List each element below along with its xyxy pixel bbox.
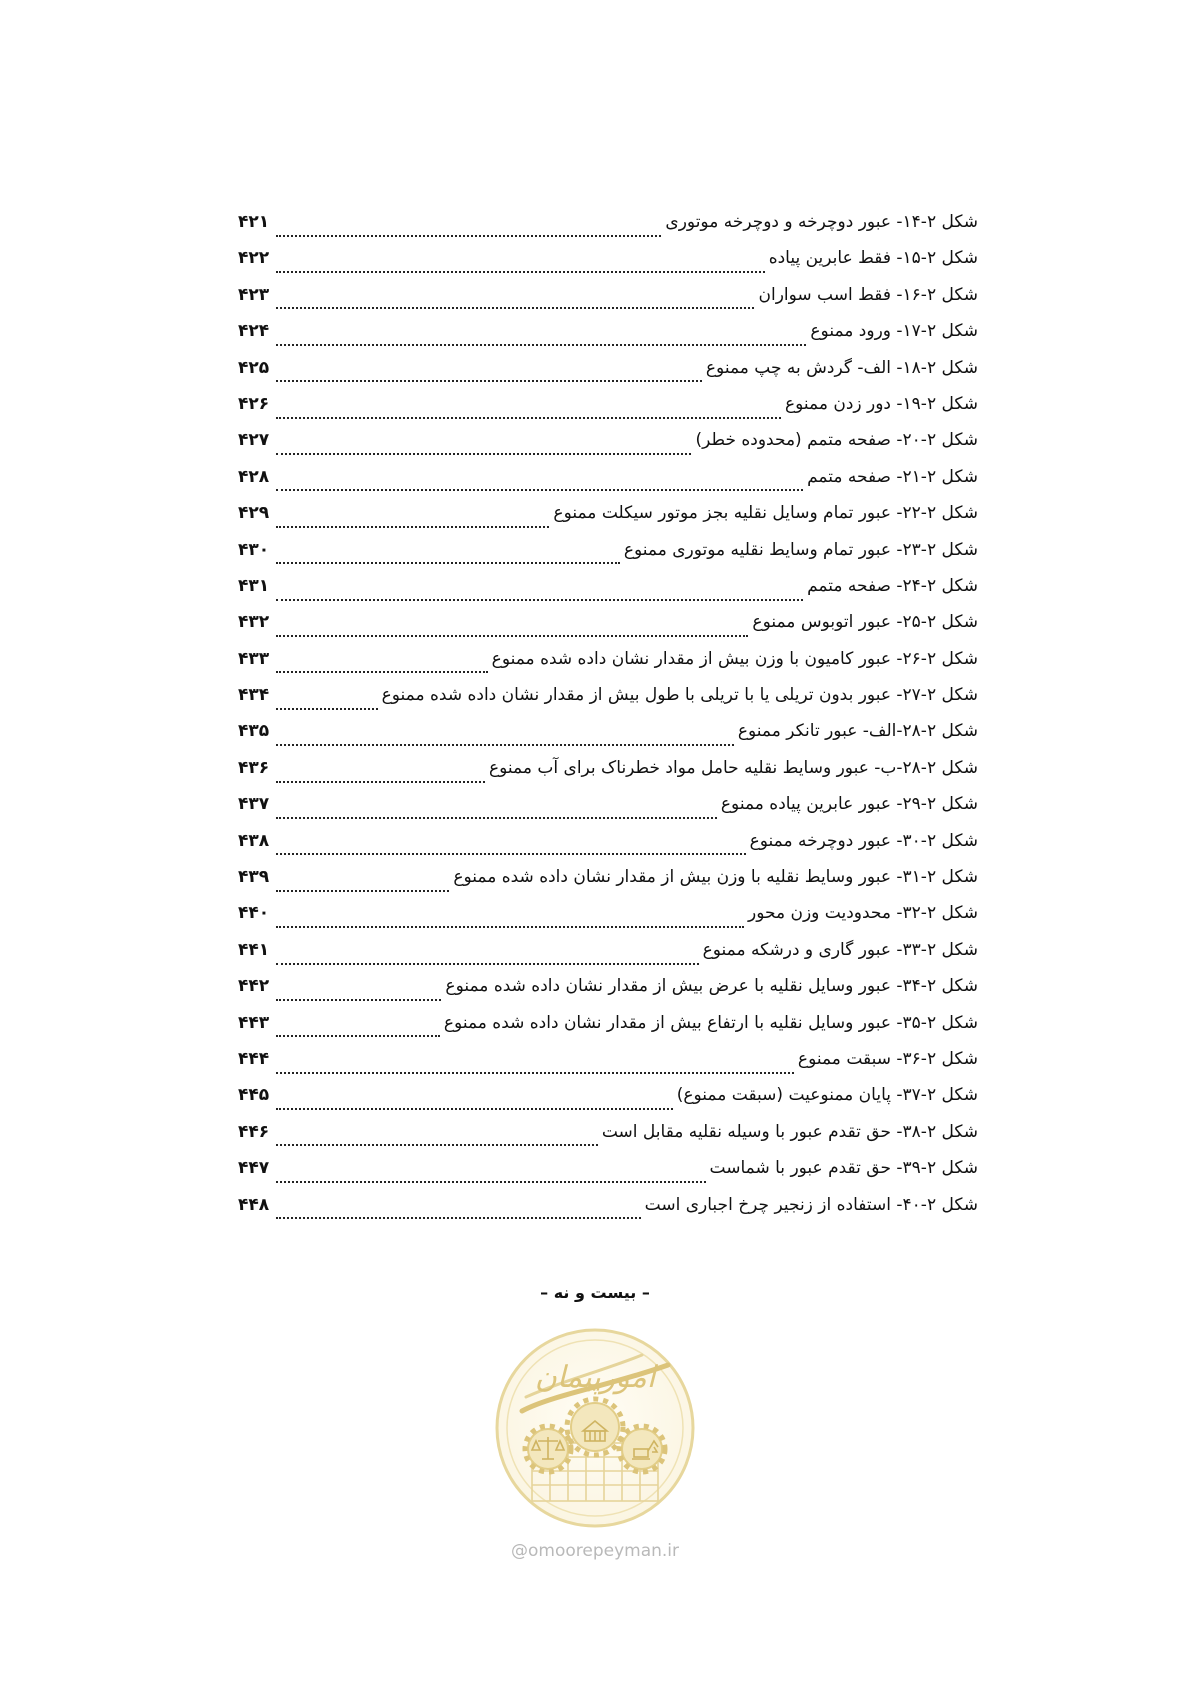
dot-leader	[276, 634, 748, 637]
toc-entry	[238, 1122, 978, 1158]
dot-leader	[276, 452, 691, 455]
dot-leader	[276, 306, 754, 309]
toc-entry	[238, 1195, 978, 1231]
logo-seal-icon	[492, 1325, 698, 1531]
toc-entry	[238, 248, 978, 284]
dot-leader	[276, 962, 699, 965]
dot-leader	[276, 1216, 641, 1219]
page-number-footer: – بیست و نه –	[540, 1283, 650, 1302]
logo-text: امورپیمان	[534, 1360, 656, 1395]
dot-leader	[276, 1107, 673, 1110]
toc-entry	[238, 758, 978, 794]
toc-entry	[238, 503, 978, 539]
dot-leader	[276, 561, 620, 564]
dot-leader	[276, 780, 485, 783]
toc-entry-page: ۴۴۳	[238, 1012, 270, 1033]
toc-entry-title: شکل ۲-۱۶- فقط اسب سواران	[758, 284, 978, 305]
dot-leader	[276, 889, 449, 892]
toc-entry	[238, 540, 978, 576]
toc-entry-title: شکل ۲-۳۴- عبور وسایل نقلیه با عرض بیش از مقدار نشان داده شده ممنوع	[445, 976, 978, 997]
toc-entry-title: شکل ۲-۳۳- عبور گاری و درشکه ممنوع	[702, 939, 978, 960]
toc-entry-page: ۴۴۶	[238, 1121, 270, 1142]
toc-entry-page: ۴۴۸	[238, 1194, 270, 1215]
dot-leader	[276, 1180, 706, 1183]
toc-entry-title: شکل ۲-۲۸-ب- عبور وسایط نقلیه حامل مواد خطرناک برای آب ممنوع	[488, 757, 978, 778]
dot-leader	[276, 1071, 794, 1074]
dot-leader	[276, 707, 378, 710]
toc-entry-page: ۴۲۷	[238, 430, 270, 451]
dot-leader	[276, 1034, 440, 1037]
toc-entry-title: شکل ۲-۲۷- عبور بدون تریلی یا با تریلی با طول بیش از مقدار نشان داده شده ممنوع	[381, 685, 978, 706]
watermark-url: @omoorepeyman.ir	[510, 1541, 680, 1561]
toc-entry	[238, 1158, 978, 1194]
dot-leader	[276, 416, 781, 419]
toc-entry-page: ۴۲۶	[238, 393, 270, 414]
toc-entry-title: شکل ۲-۲۲- عبور تمام وسایل نقلیه بجز موتور سیکلت ممنوع	[553, 503, 978, 524]
toc-entry-page: ۴۲۴	[238, 321, 270, 342]
toc-entry-page: ۴۴۵	[238, 1085, 270, 1106]
toc-entry-page: ۴۲۱	[238, 212, 270, 232]
dot-leader	[276, 234, 661, 237]
toc-entry-title: شکل ۲-۲۸-الف- عبور تانکر ممنوع	[737, 721, 978, 742]
toc-entry-title: شکل ۲-۳۷- پایان ممنوعیت (سبقت ممنوع)	[676, 1085, 978, 1106]
toc-entry-page: ۴۳۲	[238, 612, 270, 633]
toc-entry	[238, 685, 978, 721]
toc-entry	[238, 903, 978, 939]
toc-entry-title: شکل ۲-۱۷- ورود ممنوع	[810, 321, 978, 342]
toc-entry-page: ۴۴۷	[238, 1158, 270, 1179]
dot-leader	[276, 343, 806, 346]
toc-entry-page: ۴۴۲	[238, 976, 270, 997]
toc-entry-title: شکل ۲-۲۱- صفحه متمم	[807, 466, 978, 487]
dot-leader	[276, 852, 746, 855]
toc-entry-title: شکل ۲-۳۸- حق تقدم عبور با وسیله نقلیه مقابل است	[601, 1121, 978, 1142]
toc-entry-page: ۴۲۲	[238, 248, 270, 269]
toc-entry	[238, 358, 978, 394]
toc-entry-page: ۴۳۸	[238, 830, 270, 851]
toc-entry	[238, 430, 978, 466]
toc-entry-page: ۴۲۹	[238, 503, 270, 524]
toc-entry-title: شکل ۲-۴۰- استفاده از زنجیر چرخ اجباری است	[644, 1194, 978, 1215]
toc-entry-title: شکل ۲-۳۲- محدودیت وزن محور	[748, 903, 978, 924]
toc-entry-page: ۴۳۳	[238, 648, 270, 669]
toc-entry-page: ۴۳۴	[238, 685, 270, 706]
toc-entry	[238, 467, 978, 503]
toc-entry	[238, 940, 978, 976]
toc-entry-page: ۴۴۴	[238, 1048, 270, 1069]
toc-entry-page: ۴۳۷	[238, 794, 270, 815]
dot-leader	[276, 998, 441, 1001]
toc-entry-title: شکل ۲-۲۰- صفحه متمم (محدوده خطر)	[695, 430, 978, 451]
dot-leader	[276, 270, 765, 273]
toc-entry	[238, 1085, 978, 1121]
toc-entry-title: شکل ۲-۲۳- عبور تمام وسایط نقلیه موتوری ممنوع	[623, 539, 978, 560]
toc-entry	[238, 649, 978, 685]
toc-entry-title: شکل ۲-۳۶- سبقت ممنوع	[797, 1048, 978, 1069]
toc-entry-page: ۴۲۵	[238, 357, 270, 378]
dot-leader	[276, 743, 734, 746]
toc-entry-title: شکل ۲-۳۱- عبور وسایط نقلیه با وزن بیش از مقدار نشان داده شده ممنوع	[453, 867, 978, 888]
toc-entry	[238, 212, 978, 248]
dot-leader	[276, 925, 744, 928]
toc-entry	[238, 576, 978, 612]
dot-leader	[276, 379, 702, 382]
toc-entry-title: شکل ۲-۱۵- فقط عابرین پیاده	[768, 248, 978, 269]
toc-entry-page: ۴۳۰	[238, 539, 270, 560]
toc-entry-title: شکل ۲-۳۵- عبور وسایل نقلیه با ارتفاع بیش از مقدار نشان داده شده ممنوع	[443, 1012, 978, 1033]
toc-entry	[238, 1013, 978, 1049]
watermark-logo	[492, 1325, 698, 1531]
toc-entry	[238, 321, 978, 357]
dot-leader	[276, 816, 717, 819]
toc-entry-title: شکل ۲-۳۹- حق تقدم عبور با شماست	[709, 1158, 978, 1179]
toc-entry-page: ۴۳۹	[238, 867, 270, 888]
toc-entry-page: ۴۴۱	[238, 939, 270, 960]
dot-leader	[276, 525, 549, 528]
toc-entry	[238, 285, 978, 321]
toc-entry	[238, 976, 978, 1012]
toc-entry	[238, 394, 978, 430]
toc-entry-title: شکل ۲-۱۸- الف- گردش به چپ ممنوع	[705, 357, 978, 378]
toc-entry	[238, 794, 978, 830]
toc-entry-page: ۴۲۳	[238, 284, 270, 305]
toc-entry-title: شکل ۲-۲۴- صفحه متمم	[807, 575, 978, 596]
toc-entry-page: ۴۳۵	[238, 721, 270, 742]
figure-list	[238, 212, 978, 1231]
dot-leader	[276, 670, 488, 673]
dot-leader	[276, 1143, 598, 1146]
toc-entry-page: ۴۴۰	[238, 903, 270, 924]
toc-entry-title: شکل ۲-۱۴- عبور دوچرخه و دوچرخه موتوری	[665, 212, 978, 232]
toc-entry	[238, 831, 978, 867]
toc-entry	[238, 721, 978, 757]
toc-entry-title: شکل ۲-۲۹- عبور عابرین پیاده ممنوع	[720, 794, 978, 815]
toc-entry-title: شکل ۲-۲۵- عبور اتوبوس ممنوع	[752, 612, 978, 633]
dot-leader	[276, 488, 803, 491]
toc-entry-page: ۴۳۶	[238, 757, 270, 778]
toc-entry-title: شکل ۲-۲۶- عبور کامیون با وزن بیش از مقدار نشان داده شده ممنوع	[491, 648, 978, 669]
toc-entry-page: ۴۳۱	[238, 575, 270, 596]
toc-entry-title: شکل ۲-۱۹- دور زدن ممنوع	[784, 393, 978, 414]
toc-entry-page: ۴۲۸	[238, 466, 270, 487]
toc-entry-title: شکل ۲-۳۰- عبور دوچرخه ممنوع	[749, 830, 978, 851]
toc-entry	[238, 612, 978, 648]
dot-leader	[276, 598, 803, 601]
toc-entry	[238, 867, 978, 903]
toc-entry	[238, 1049, 978, 1085]
